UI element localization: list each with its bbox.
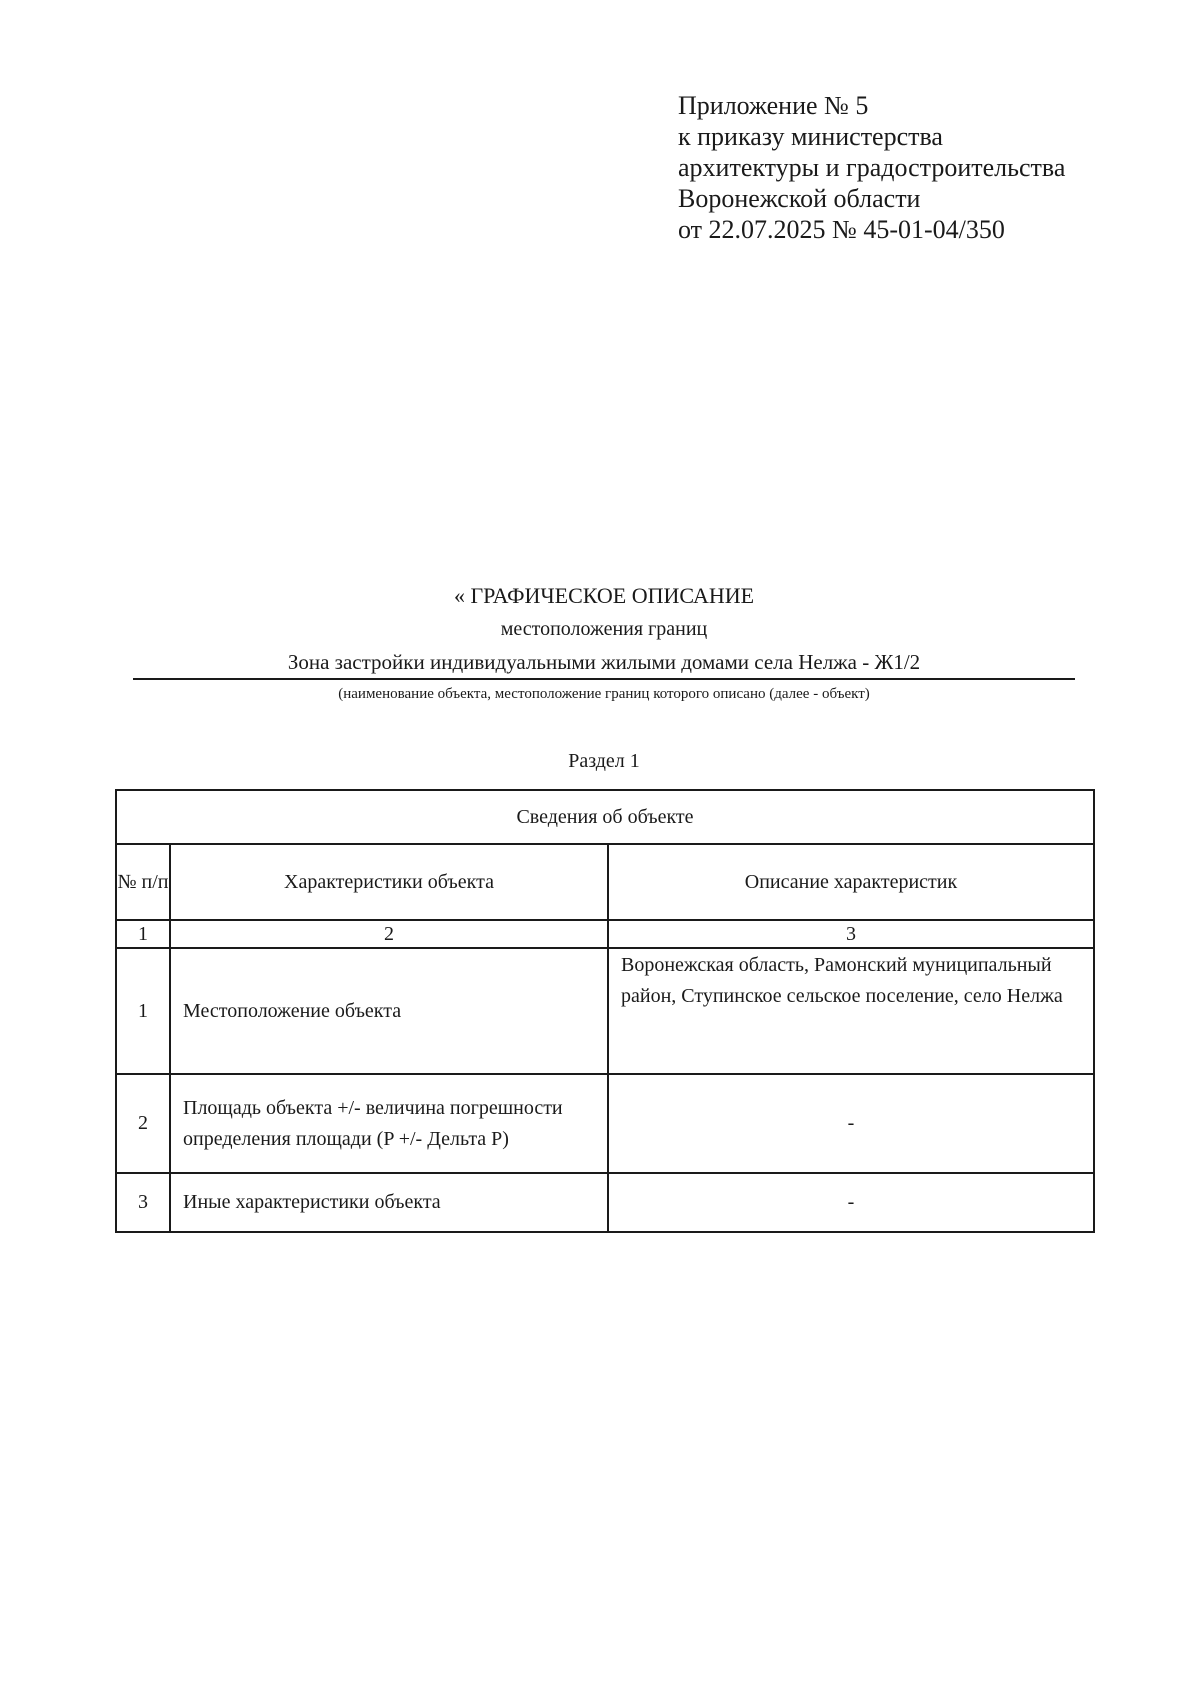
- row-characteristic: Площадь объекта +/- величина погрешности определения площади (P +/- Дельта P): [170, 1074, 608, 1173]
- table-row: [116, 1173, 1094, 1232]
- table-caption-row: [116, 790, 1094, 844]
- table-header-row: [116, 844, 1094, 920]
- appendix-line: Воронежской области: [678, 184, 921, 213]
- document-subtitle: местоположения границ: [500, 618, 708, 640]
- object-info-table: [115, 789, 1095, 1233]
- row-description: -: [608, 1173, 1094, 1232]
- row-characteristic: Местоположение объекта: [170, 948, 608, 1074]
- document-title: « ГРАФИЧЕСКОЕ ОПИСАНИЕ: [453, 583, 755, 608]
- object-name: Зона застройки индивидуальными жилыми домами села Нелжа - Ж1/2: [133, 648, 1075, 680]
- column-number: 1: [116, 920, 170, 948]
- header-num: № п/п: [116, 844, 170, 920]
- table-row: [116, 1074, 1094, 1173]
- appendix-header: [678, 90, 1065, 245]
- row-num: 1: [116, 948, 170, 1074]
- row-num: 2: [116, 1074, 170, 1173]
- column-number: 2: [170, 920, 608, 948]
- table-row: [116, 948, 1094, 1074]
- appendix-line: Приложение № 5: [678, 91, 869, 120]
- header-description: Описание характеристик: [608, 844, 1094, 920]
- row-description: Воронежская область, Рамонский муниципальный район, Ступинское сельское поселение, село Нелжа: [608, 948, 1094, 1074]
- appendix-line: от 22.07.2025 № 45-01-04/350: [678, 215, 1005, 244]
- appendix-line: к приказу министерства: [678, 122, 943, 151]
- row-description: -: [608, 1074, 1094, 1173]
- document-title-block: [133, 582, 1075, 704]
- row-num: 3: [116, 1173, 170, 1232]
- row-characteristic: Иные характеристики объекта: [170, 1173, 608, 1232]
- column-number: 3: [608, 920, 1094, 948]
- table-caption: Сведения об объекте: [116, 790, 1094, 844]
- section-label: Раздел 1: [568, 750, 640, 772]
- object-name-note: (наименование объекта, местоположение границ которого описано (далее - объект): [338, 686, 870, 702]
- column-number-row: [116, 920, 1094, 948]
- appendix-line: архитектуры и градостроительства: [678, 153, 1066, 182]
- header-characteristic: Характеристики объекта: [170, 844, 608, 920]
